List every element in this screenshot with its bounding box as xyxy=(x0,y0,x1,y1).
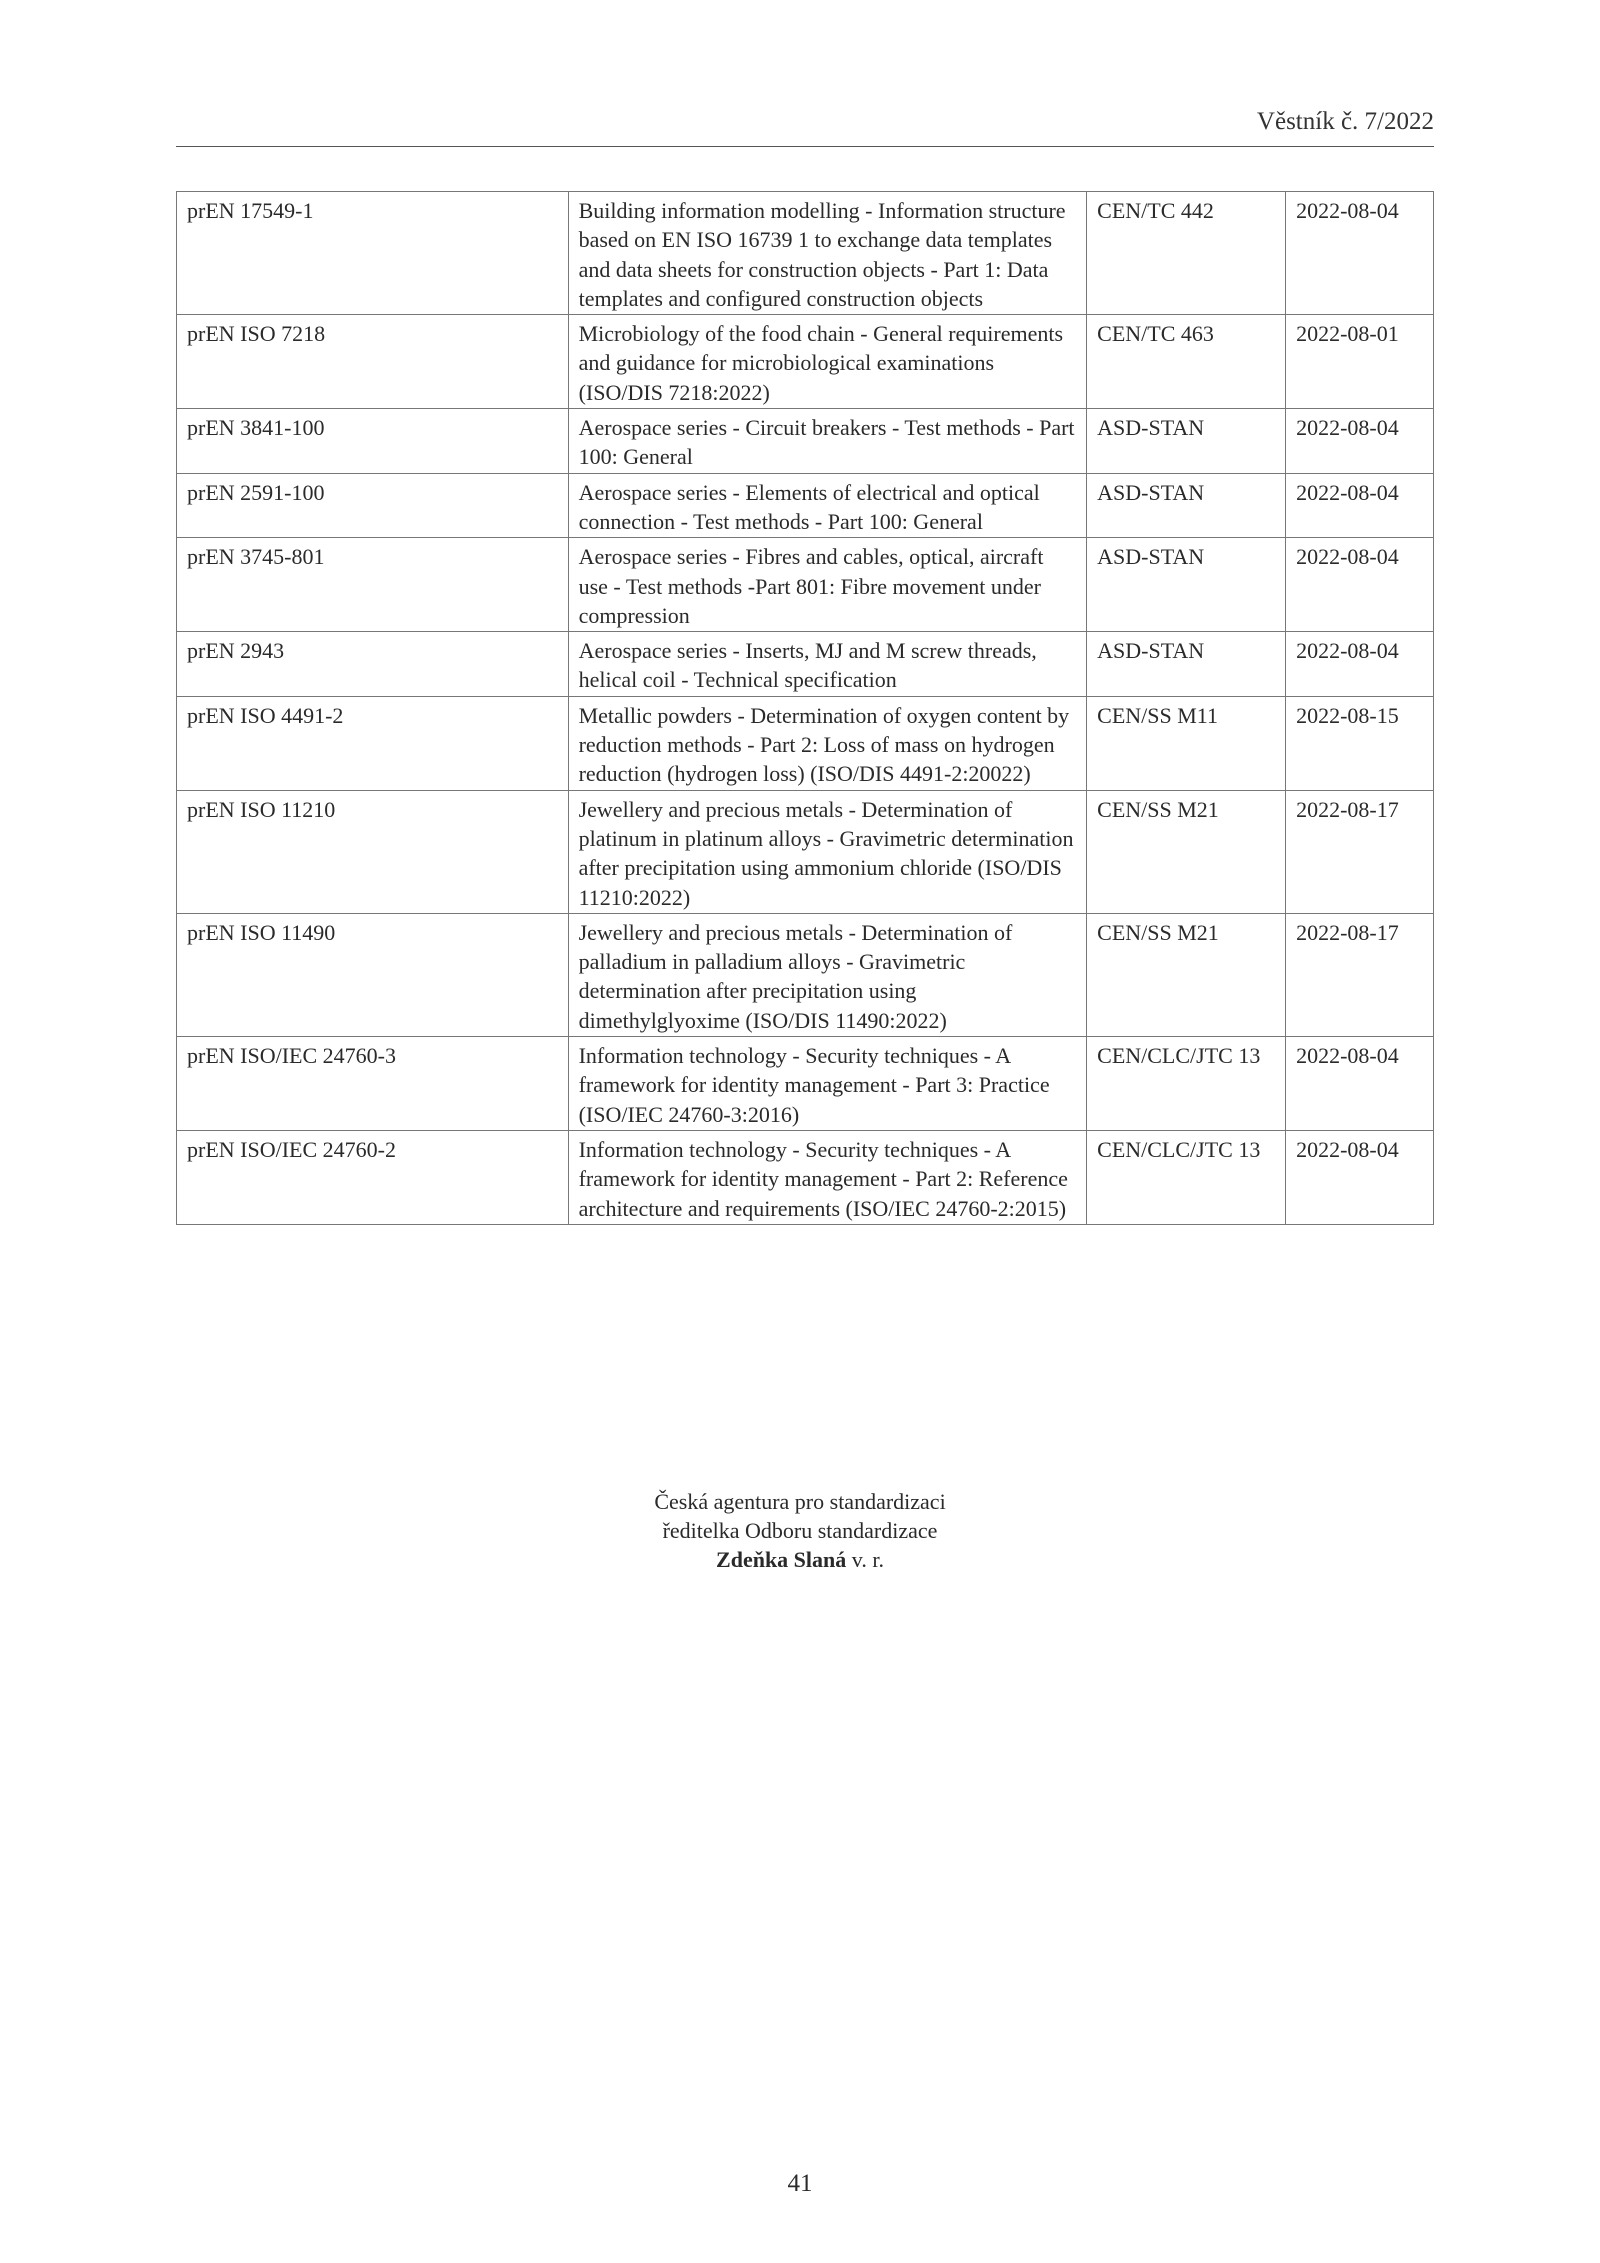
technical-committee: ASD-STAN xyxy=(1087,473,1286,538)
table-row xyxy=(177,696,1434,790)
standard-code: prEN ISO 4491-2 xyxy=(177,696,569,790)
standard-title: Information technology - Security techniques - A framework for identity management - Part 3: Practice (ISO/IEC 24760-3:2016) xyxy=(568,1037,1087,1131)
standard-code: prEN ISO 11490 xyxy=(177,913,569,1036)
comment-deadline: 2022-08-17 xyxy=(1286,790,1434,913)
page-number: 41 xyxy=(787,2170,813,2197)
standard-title: Aerospace series - Inserts, MJ and M screw threads, helical coil - Technical specification xyxy=(568,632,1087,697)
signatory-position: ředitelka Odboru standardizace xyxy=(662,1518,938,1543)
signature-block xyxy=(0,1487,1600,1574)
table-row xyxy=(177,315,1434,409)
standard-code: prEN 3745-801 xyxy=(177,538,569,632)
table-row xyxy=(177,538,1434,632)
table-row xyxy=(177,1130,1434,1224)
standard-code: prEN 2591-100 xyxy=(177,473,569,538)
technical-committee: CEN/SS M21 xyxy=(1087,790,1286,913)
standard-code: prEN ISO/IEC 24760-3 xyxy=(177,1037,569,1131)
technical-committee: CEN/TC 442 xyxy=(1087,192,1286,315)
comment-deadline: 2022-08-04 xyxy=(1286,473,1434,538)
technical-committee: CEN/SS M11 xyxy=(1087,696,1286,790)
standard-title: Metallic powders - Determination of oxygen content by reduction methods - Part 2: Loss of mass on hydrogen reduction (hydrogen loss) (ISO/DIS 4491-2:20022) xyxy=(568,696,1087,790)
table-row xyxy=(177,473,1434,538)
technical-committee: CEN/TC 463 xyxy=(1087,315,1286,409)
standard-code: prEN 2943 xyxy=(177,632,569,697)
standard-title: Aerospace series - Fibres and cables, optical, aircraft use - Test methods -Part 801: Fibre movement under compression xyxy=(568,538,1087,632)
technical-committee: CEN/CLC/JTC 13 xyxy=(1087,1037,1286,1131)
standard-title: Information technology - Security techniques - A framework for identity management - Part 2: Reference architecture and requirements (ISO/IEC 24760-2:2015) xyxy=(568,1130,1087,1224)
technical-committee: CEN/SS M21 xyxy=(1087,913,1286,1036)
comment-deadline: 2022-08-04 xyxy=(1286,1130,1434,1224)
table-row xyxy=(177,632,1434,697)
table-row xyxy=(177,913,1434,1036)
standard-title: Aerospace series - Circuit breakers - Test methods - Part 100: General xyxy=(568,409,1087,474)
standard-title: Microbiology of the food chain - General requirements and guidance for microbiological examinations (ISO/DIS 7218:2022) xyxy=(568,315,1087,409)
technical-committee: ASD-STAN xyxy=(1087,538,1286,632)
comment-deadline: 2022-08-04 xyxy=(1286,632,1434,697)
comment-deadline: 2022-08-15 xyxy=(1286,696,1434,790)
standard-title: Jewellery and precious metals - Determination of palladium in palladium alloys - Gravimetric determination after precipitation using dimethylglyoxime (ISO/DIS 11490:2022) xyxy=(568,913,1087,1036)
standard-title: Building information modelling - Information structure based on EN ISO 16739 1 to exchange data templates and data sheets for construction objects - Part 1: Data templates and configured construction objects xyxy=(568,192,1087,315)
comment-deadline: 2022-08-04 xyxy=(1286,538,1434,632)
comment-deadline: 2022-08-01 xyxy=(1286,315,1434,409)
standard-title: Aerospace series - Elements of electrical and optical connection - Test methods - Part 100: General xyxy=(568,473,1087,538)
table-row xyxy=(177,192,1434,315)
standard-title: Jewellery and precious metals - Determination of platinum in platinum alloys - Gravimetric determination after precipitation using ammonium chloride (ISO/DIS 11210:2022) xyxy=(568,790,1087,913)
table-row xyxy=(177,409,1434,474)
header-divider xyxy=(176,146,1434,147)
agency-name: Česká agentura pro standardizaci xyxy=(654,1489,946,1514)
page-header-title: Věstník č. 7/2022 xyxy=(1256,108,1434,135)
comment-deadline: 2022-08-17 xyxy=(1286,913,1434,1036)
standard-code: prEN ISO 11210 xyxy=(177,790,569,913)
table-row xyxy=(177,1037,1434,1131)
technical-committee: ASD-STAN xyxy=(1087,632,1286,697)
comment-deadline: 2022-08-04 xyxy=(1286,192,1434,315)
signatory-line xyxy=(0,1545,1600,1574)
standard-code: prEN ISO 7218 xyxy=(177,315,569,409)
technical-committee: ASD-STAN xyxy=(1087,409,1286,474)
standard-code: prEN 17549-1 xyxy=(177,192,569,315)
standards-table xyxy=(176,191,1434,1225)
comment-deadline: 2022-08-04 xyxy=(1286,409,1434,474)
table-row xyxy=(177,790,1434,913)
standard-code: prEN ISO/IEC 24760-2 xyxy=(177,1130,569,1224)
technical-committee: CEN/CLC/JTC 13 xyxy=(1087,1130,1286,1224)
comment-deadline: 2022-08-04 xyxy=(1286,1037,1434,1131)
signatory-suffix: v. r. xyxy=(851,1547,884,1572)
signatory-name: Zdeňka Slaná xyxy=(716,1547,847,1572)
standard-code: prEN 3841-100 xyxy=(177,409,569,474)
